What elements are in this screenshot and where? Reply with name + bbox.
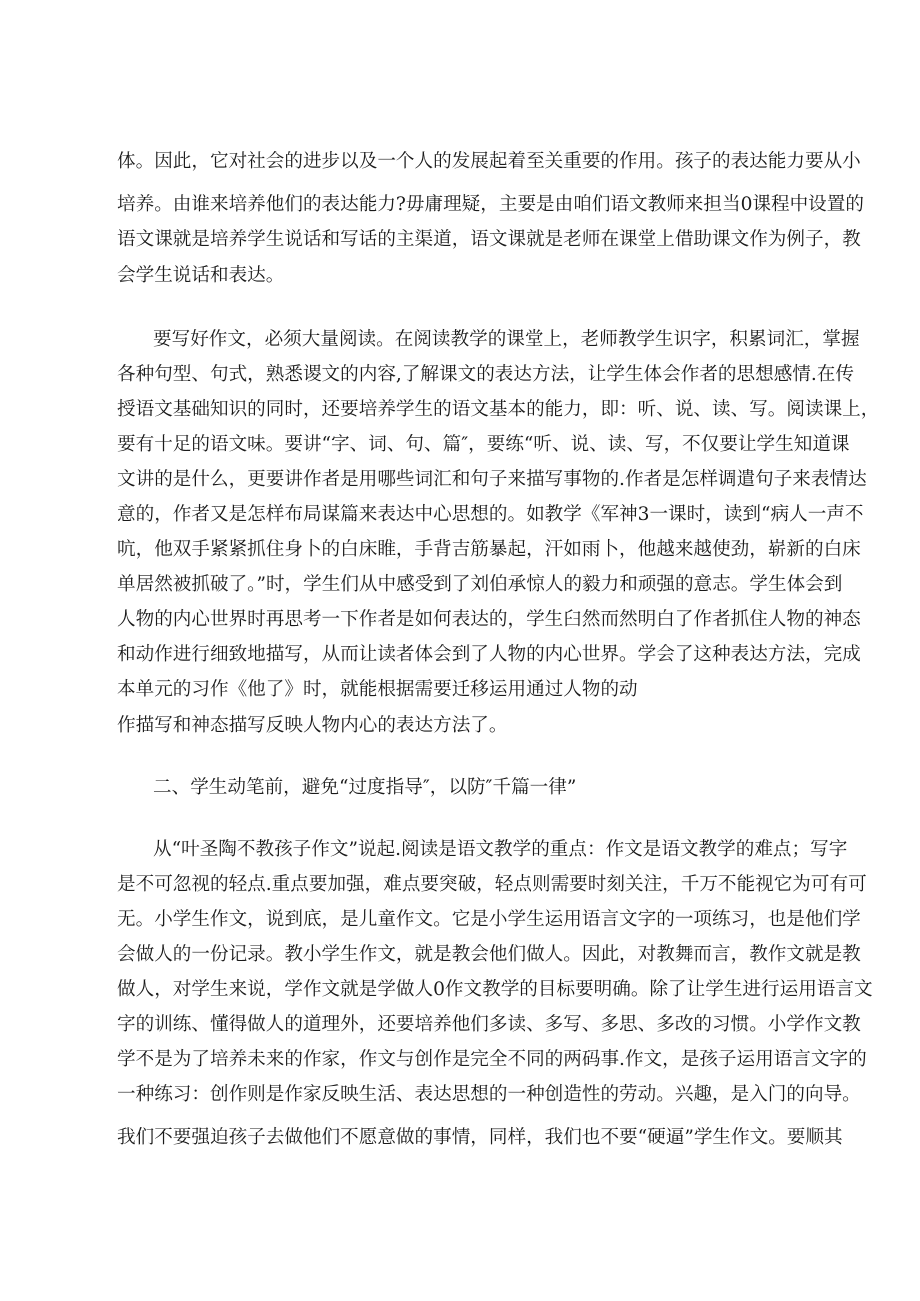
paragraph-2-line-11: 本单元的习作《他了》时，就能根据需要迁移运用通过人物的动 <box>117 679 638 700</box>
paragraph-3-line-6: 字的训练、懂得做人的道理外，还要培养他们多读、多写、多思、多改的习惯。小学作文教 <box>117 1014 861 1035</box>
paragraph-2-line-7: 吭，他双手紧紧抓住身卜的白床睢，手背吉筋暴起，汗如雨卜，他越来越使劲，崭新的白床 <box>117 539 861 560</box>
paragraph-2-line-1: 要写好作文，必须大量阅读。在阅读教学的课堂上，老师教学生识字，积累词汇，掌握 <box>153 329 860 350</box>
paragraph-3-line-3: 无。小学生作文，说到底，是儿童作文。它是小学生运用语言文字的一项练习，也是他们学 <box>117 909 861 930</box>
paragraph-2-line-9: 人物的内心世界时再思考一下作者是如何表达的，学生臼然而然明白了作者抓住人物的神态 <box>117 609 861 630</box>
paragraph-1-line-1: 体。因此，它对社会的进步以及一个人的发展起着至关重要的作用。孩子的表达能力要从小 <box>117 151 861 172</box>
paragraph-1-line-4: 会学生说话和表达。 <box>117 265 285 286</box>
paragraph-2-line-4: 要有十足的语文味。要讲“字、词、句、篇″，要练“听、说、读、写，不仅要让学生知道课 <box>117 434 850 455</box>
paragraph-3-line-9: 我们不要强迫孩子去做他们不愿意做的事情，同样，我们也不要“硬逼”学生作文。要顺其 <box>117 1127 843 1148</box>
paragraph-2-line-5: 文讲的是什么，更要讲作者是用哪些词汇和句子来描写事物的.作者是怎样调遣句子来表情达 <box>117 469 867 490</box>
paragraph-3-line-8: 一种练习：创作则是作家反映生活、表达思想的一种创造性的劳动。兴趣，是入门的向导。 <box>117 1084 861 1105</box>
paragraph-3-line-1: 从“叶圣陶不教孩子作文”说起.阅读是语文教学的重点：作文是语文教学的难点；写字 <box>153 839 848 860</box>
paragraph-1-line-2: 培养。由谁来培养他们的表达能力?毋庸理疑，主要是由咱们语文教师来担当0课程中设置的 <box>117 194 864 215</box>
paragraph-2-line-12: 作描写和神态描写反映人物内心的表达方法了。 <box>117 715 508 736</box>
paragraph-2-line-2: 各种句型、句式，熟悉谡文的内容,了解课文的表达方法，让学生体会作者的思想感情.在传 <box>117 364 854 385</box>
paragraph-2-line-10: 和动作进行细致地描写，从而让读者体会到了人物的内心世界。学会了这种表达方法，完成 <box>117 644 861 665</box>
paragraph-2-line-3: 授语文基础知识的同时，还要培养学生的语文基本的能力，即：听、说、读、写。阅读课上， <box>117 399 880 420</box>
paragraph-1-line-3: 语文课就是培养学生说话和写话的主渠道，语文课就是老师在课堂上借助课文作为例子，教 <box>117 229 861 250</box>
section-heading-2: 二、学生动笔前，避免“过度指导″，以防″千篇一律” <box>153 777 577 798</box>
paragraph-3-line-7: 学不是为了培养未来的作家，作文与创作是完全不同的两码事.作文，是孩子运用语言文字的 <box>117 1049 867 1070</box>
paragraph-3-line-4: 会做人的一份记录。教小学生作文，就是教会他们做人。因此，对教舞而言，教作文就是教 <box>117 944 861 965</box>
paragraph-2-line-6: 意的，作者又是怎样布局谋篇来表达中心思想的。如教学《军神3一课时，读到“病人一声不 <box>117 504 864 525</box>
paragraph-2-line-8: 单居然被抓破了。”时，学生们从中感受到了刘伯承惊人的毅力和顽强的意志。学生体会到 <box>117 574 843 595</box>
paragraph-3-line-2: 是不可忽视的轻点.重点要加强，难点要突破，轻点则需要时刻关注，千万不能视它为可有可 <box>117 874 867 895</box>
paragraph-3-line-5: 做人，对学生来说，学作文就是学做人0作文教学的目标要明确。除了让学生进行运用语言文 <box>117 979 873 1000</box>
